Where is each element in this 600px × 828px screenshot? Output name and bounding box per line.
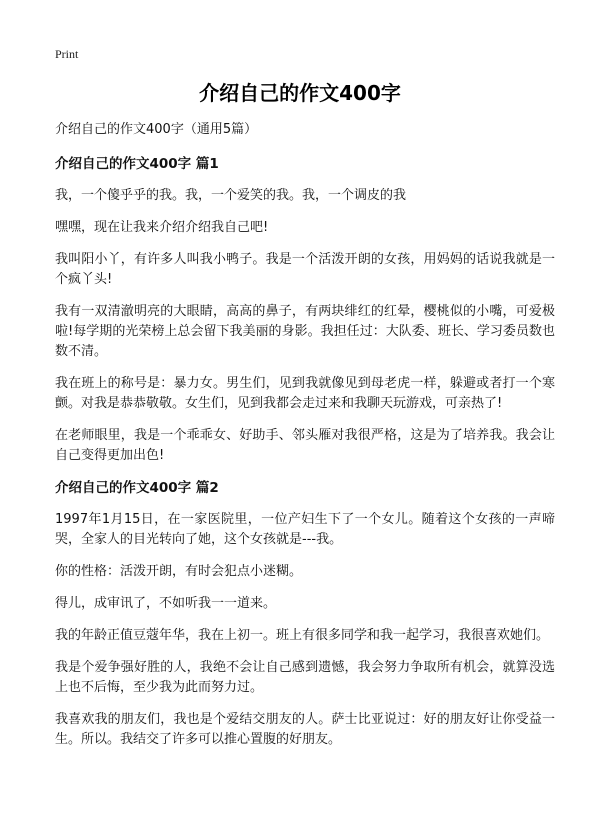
paragraph: 我在班上的称号是：暴力女。男生们，见到我就像见到母老虎一样，躲避或者打一个寒颤。对我是恭恭敬敬。女生们，见到我都会走过来和我聊天玩游戏，可亲热了! bbox=[55, 376, 555, 411]
section-heading-2: 介绍自己的作文400字 篇2 bbox=[55, 480, 219, 496]
paragraph: 嘿嘿，现在让我来介绍介绍我自己吧! bbox=[55, 220, 269, 235]
article-subtitle: 介绍自己的作文400字（通用5篇） bbox=[55, 122, 258, 137]
page-title: 介绍自己的作文400字 bbox=[199, 81, 401, 105]
paragraph: 我叫阳小丫，有许多人叫我小鸭子。我是一个活泼开朗的女孩，用妈妈的话说我就是一个疯丫头! bbox=[55, 252, 555, 287]
paragraph: 你的性格：活泼开朗，有时会犯点小迷糊。 bbox=[55, 564, 303, 579]
paragraph: 我，一个傻乎乎的我。我，一个爱笑的我。我，一个调皮的我 bbox=[55, 188, 407, 203]
paragraph: 我是个爱争强好胜的人，我绝不会让自己感到遗憾，我会努力争取所有机会，就算没选上也不后悔，至少我为此而努力过。 bbox=[55, 660, 555, 695]
paragraph: 得儿，成审讯了，不如听我一一道来。 bbox=[55, 596, 277, 611]
print-link[interactable]: Print bbox=[55, 47, 79, 61]
paragraph: 我喜欢我的朋友们，我也是个爱结交朋友的人。萨士比亚说过：好的朋友好让你受益一生。所以。我结交了许多可以推心置腹的好朋友。 bbox=[55, 712, 555, 747]
paragraph: 我的年龄正值豆蔻年华，我在上初一。班上有很多同学和我一起学习，我很喜欢她们。 bbox=[55, 628, 550, 643]
paragraph: 在老师眼里，我是一个乖乖女、好助手、邻头雁对我很严格，这是为了培养我。我会让自己变得更加出色! bbox=[55, 428, 555, 463]
article-body bbox=[55, 120, 555, 762]
section-heading-1: 介绍自己的作文400字 篇1 bbox=[55, 156, 219, 172]
paragraph: 我有一双清澈明亮的大眼睛，高高的鼻子，有两块绯红的红晕，樱桃似的小嘴，可爱极啦!每学期的光荣榜上总会留下我美丽的身影。我担任过：大队委、班长、学习委员数也数不清。 bbox=[55, 304, 555, 359]
paragraph: 1997年1月15日，在一家医院里，一位产妇生下了一个女儿。随着这个女孩的一声啼哭，全家人的目光转向了她，这个女孩就是---我。 bbox=[55, 512, 555, 547]
